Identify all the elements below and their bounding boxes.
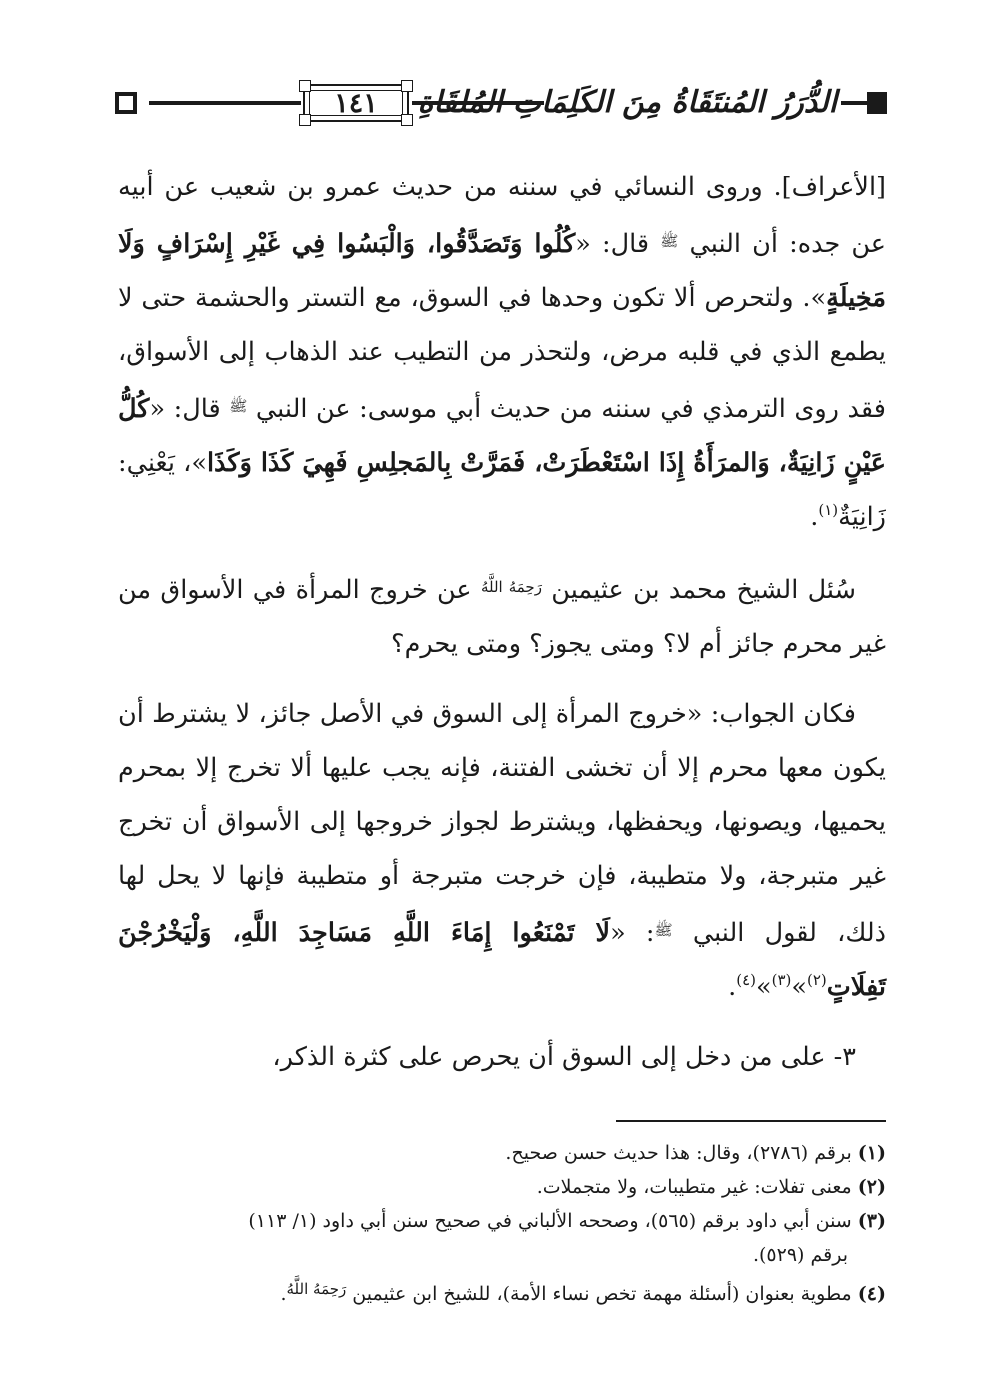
header-rule-left [149, 101, 301, 105]
footnote-text: سنن أبي داود برقم (٥٦٥)، وصححه الألباني في صحيح سنن أبي داود (١/ ١١٣) [248, 1210, 858, 1232]
footnote-number: (٢) [857, 1176, 886, 1198]
page-number: ١٤١ [334, 88, 378, 119]
footnote-2 [118, 1170, 886, 1204]
book-title: الدُّرَرُ المُنتَقَاةُ مِنَ الكَلِمَاتِ المُلقَاةِ [417, 85, 837, 120]
footnote-number: (١) [857, 1142, 886, 1164]
page-number-frame [303, 84, 409, 122]
page-header [115, 80, 885, 126]
footnote-ref: (٣) [771, 971, 792, 989]
text-run: عن خروج المرأة في الأسواق من غير محرم جائز أم لا؟ ومتى يجوز؟ ومتى يحرم؟ [118, 575, 886, 659]
paragraph-question [118, 560, 886, 671]
text-run: سُئل الشيخ محمد بن عثيمين [541, 575, 856, 605]
paragraph-point-3: ٣- على من دخل إلى السوق أن يحرص على كثرة الذكر، [272, 1042, 856, 1072]
footnotes [118, 1136, 886, 1311]
text-run: . [728, 972, 737, 1002]
text-run: » [791, 972, 807, 1002]
footnote-3 [118, 1204, 886, 1238]
hadith-quote: لَا تَمْنَعُوا إِمَاءَ اللَّهِ مَسَاجِدَ اللَّهِ، وَلْيَخْرُجْنَ تَفِلَاتٍ [118, 918, 886, 1002]
footnote-text: معنى تفلات: غير متطيبات، ولا متجملات. [536, 1176, 858, 1198]
salutation-glyph: ﷺ [654, 921, 673, 939]
hadith-quote: كُلُّ عَيْنٍ زَانِيَةٌ، وَالمرَأَةُ إِذَا اسْتَعْطَرَتْ، فَمَرَّتْ بِالمَجلِسِ فَهِيَ كَذَا وَكَذَا [118, 394, 886, 478]
footnote-ref: (٤) [736, 971, 756, 989]
footnote-text: برقم (٢٧٨٦)، وقال: هذا حديث حسن صحيح. [505, 1142, 858, 1164]
main-text [118, 160, 886, 1084]
footnote-text: مطوية بعنوان (أسئلة مهمة تخص نساء الأمة)، للشيخ ابن عثيمين [346, 1283, 858, 1305]
footnote-separator [616, 1120, 886, 1122]
footnote-ref: (١) [818, 501, 839, 519]
text-run: قال: « [149, 394, 230, 424]
salutation-glyph: ﷺ [229, 397, 248, 415]
honorific-glyph: رَحِمَهُ اللَّهُ [286, 1280, 347, 1298]
footnote-1 [118, 1136, 886, 1170]
text-run: ». ولتحرص ألا تكون وحدها في السوق، مع التستر والحشمة حتى لا يطمع الذي في قلبه مرض، ولتحذر من التطيب عند الذهاب إلى الأسواق، فقد روى الترمذي في سننه من حديث أبي موسى: عن النبي [118, 283, 886, 424]
footnote-ref: (٢) [807, 971, 827, 989]
footnote-number: (٤) [857, 1283, 886, 1305]
text-run: قال: « [575, 229, 661, 259]
text-run: »، يَعْنِي: زَانِيَةٌ [118, 448, 886, 532]
text-run: » [756, 972, 772, 1002]
text-run: : « [610, 918, 655, 948]
paragraph-hadith [118, 160, 886, 544]
footnote-text-end: . [280, 1283, 287, 1305]
text-run: [الأعراف]. وروى النسائي في سننه من حديث عمرو بن شعيب عن أبيه عن جده: أن النبي [118, 172, 887, 259]
hadith-quote: كُلُوا وَتَصَدَّقُوا، وَالْبَسُوا فِي غَيْرِ إِسْرَافٍ وَلَا مَخِيلَةٍ [118, 229, 886, 313]
text-run: فكان الجواب: «خروج المرأة إلى السوق في الأصل جائز، لا يشترط أن يكون معها محرم إلا أن تخشى الفتنة، فإنه يجب عليها ألا تخرج إلا بمحرم يحميها، ويصونها، ويحفظها، ويشترط لجواز خروجها إلى الأسواق أن تخرج غير متبرجة، ولا متطيبة، فإن خرجت متبرجة أو متطيبة فإنها لا يحل لها ذلك، لقول النبي [118, 699, 886, 948]
salutation-glyph: ﷺ [660, 232, 679, 250]
header-square-outline [115, 92, 137, 114]
text-run: . [810, 502, 819, 532]
footnote-number: (٣) [857, 1210, 886, 1232]
footnote-3-continued: برقم (٥٢٩). [752, 1244, 848, 1266]
paragraph-answer [118, 687, 886, 1014]
footnote-4 [118, 1272, 886, 1311]
header-square-filled [867, 92, 887, 114]
honorific-glyph: رَحِمَهُ اللَّهُ [480, 578, 542, 596]
